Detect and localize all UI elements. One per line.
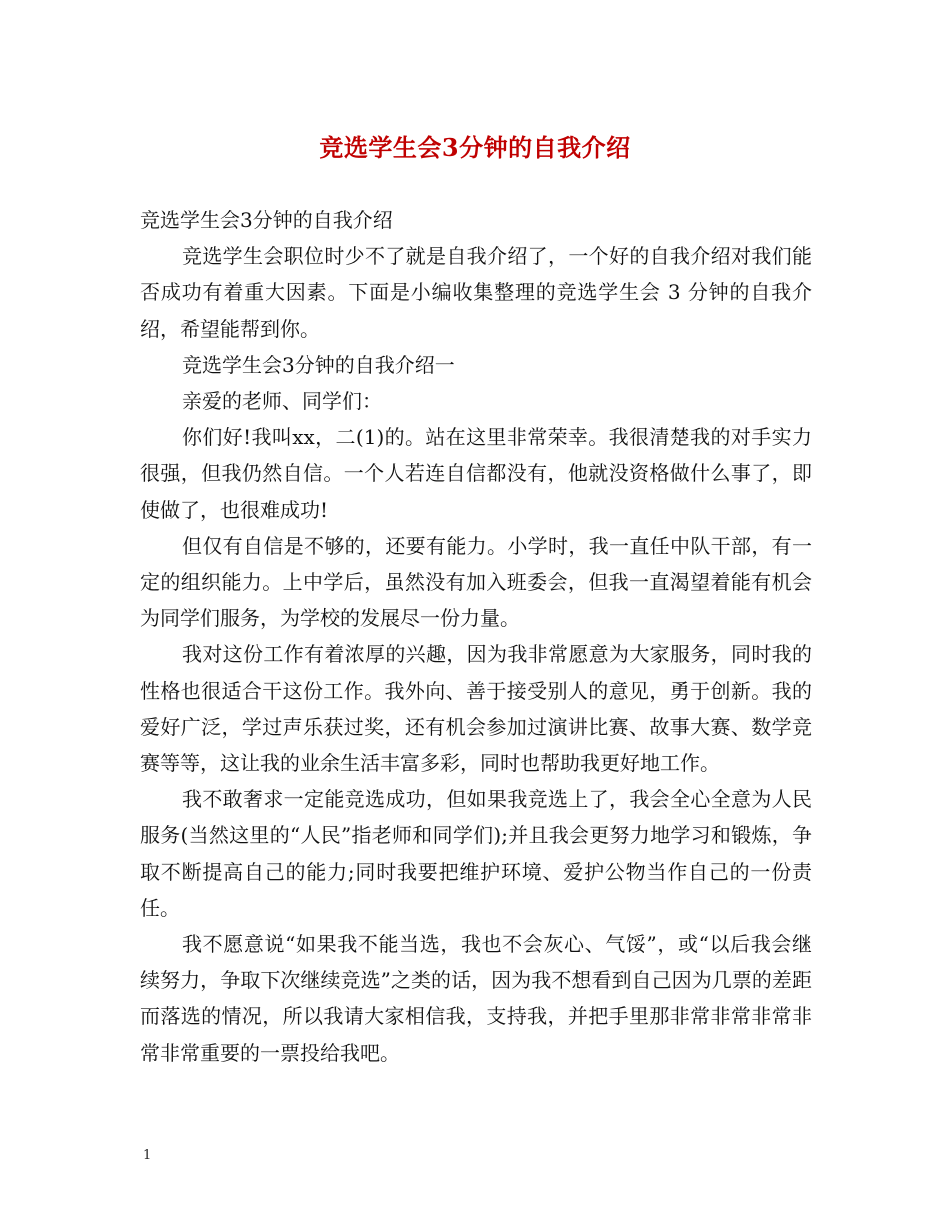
- paragraph-interest: 我对这份工作有着浓厚的兴趣，因为我非常愿意为大家服务，同时我的性格也很适合干这份工作。我外向、善于接受别人的意见，勇于创新。我的爱好广泛，学过声乐获过奖，还有机会参加过演讲比赛、故事大赛、数学竞赛等等，这让我的业余生活丰富多彩，同时也帮助我更好地工作。: [140, 642, 812, 776]
- document-body: [140, 202, 812, 1071]
- paragraph-closing: 我不愿意说“如果我不能当选，我也不会灰心、气馁”，或“以后我会继续努力，争取下次继续竞选”之类的话，因为我不想看到自己因为几票的差距而落选的情况，所以我请大家相信我，支持我，并把手里那非常非常非常非常非常重要的一票投给我吧。: [140, 932, 812, 1065]
- paragraph-greeting: 你们好!我叫xx，二(1)的。站在这里非常荣幸。我很清楚我的对手实力很强，但我仍然自信。一个人若连自信都没有，他就没资格做什么事了，即使做了，也很难成功!: [140, 425, 812, 522]
- document-title: 竞选学生会3分钟的自我介绍: [319, 133, 631, 162]
- paragraph-ability: 但仅有自信是不够的，还要有能力。小学时，我一直任中队干部，有一定的组织能力。上中学后，虽然没有加入班委会，但我一直渴望着能有机会为同学们服务，为学校的发展尽一份力量。: [140, 533, 812, 631]
- paragraph-section-title: 竞选学生会3分钟的自我介绍一: [182, 352, 455, 377]
- paragraph-salutation: 亲爱的老师、同学们：: [182, 389, 382, 414]
- paragraph-promise: 我不敢奢求一定能竞选成功，但如果我竞选上了，我会全心全意为人民服务(当然这里的“人民”指老师和同学们);并且我会更努力地学习和锻炼，争取不断提高自己的能力;同时我要把维护环境、爱护公物当作自己的一份责任。: [140, 787, 812, 920]
- paragraph-heading: 竞选学生会3分钟的自我介绍: [140, 208, 393, 232]
- paragraph-intro: 竞选学生会职位时少不了就是自我介绍了，一个好的自我介绍对我们能否成功有着重大因素。下面是小编收集整理的竞选学生会 3 分钟的自我介绍，希望能帮到你。: [140, 244, 812, 341]
- page-number: 1: [143, 1148, 152, 1163]
